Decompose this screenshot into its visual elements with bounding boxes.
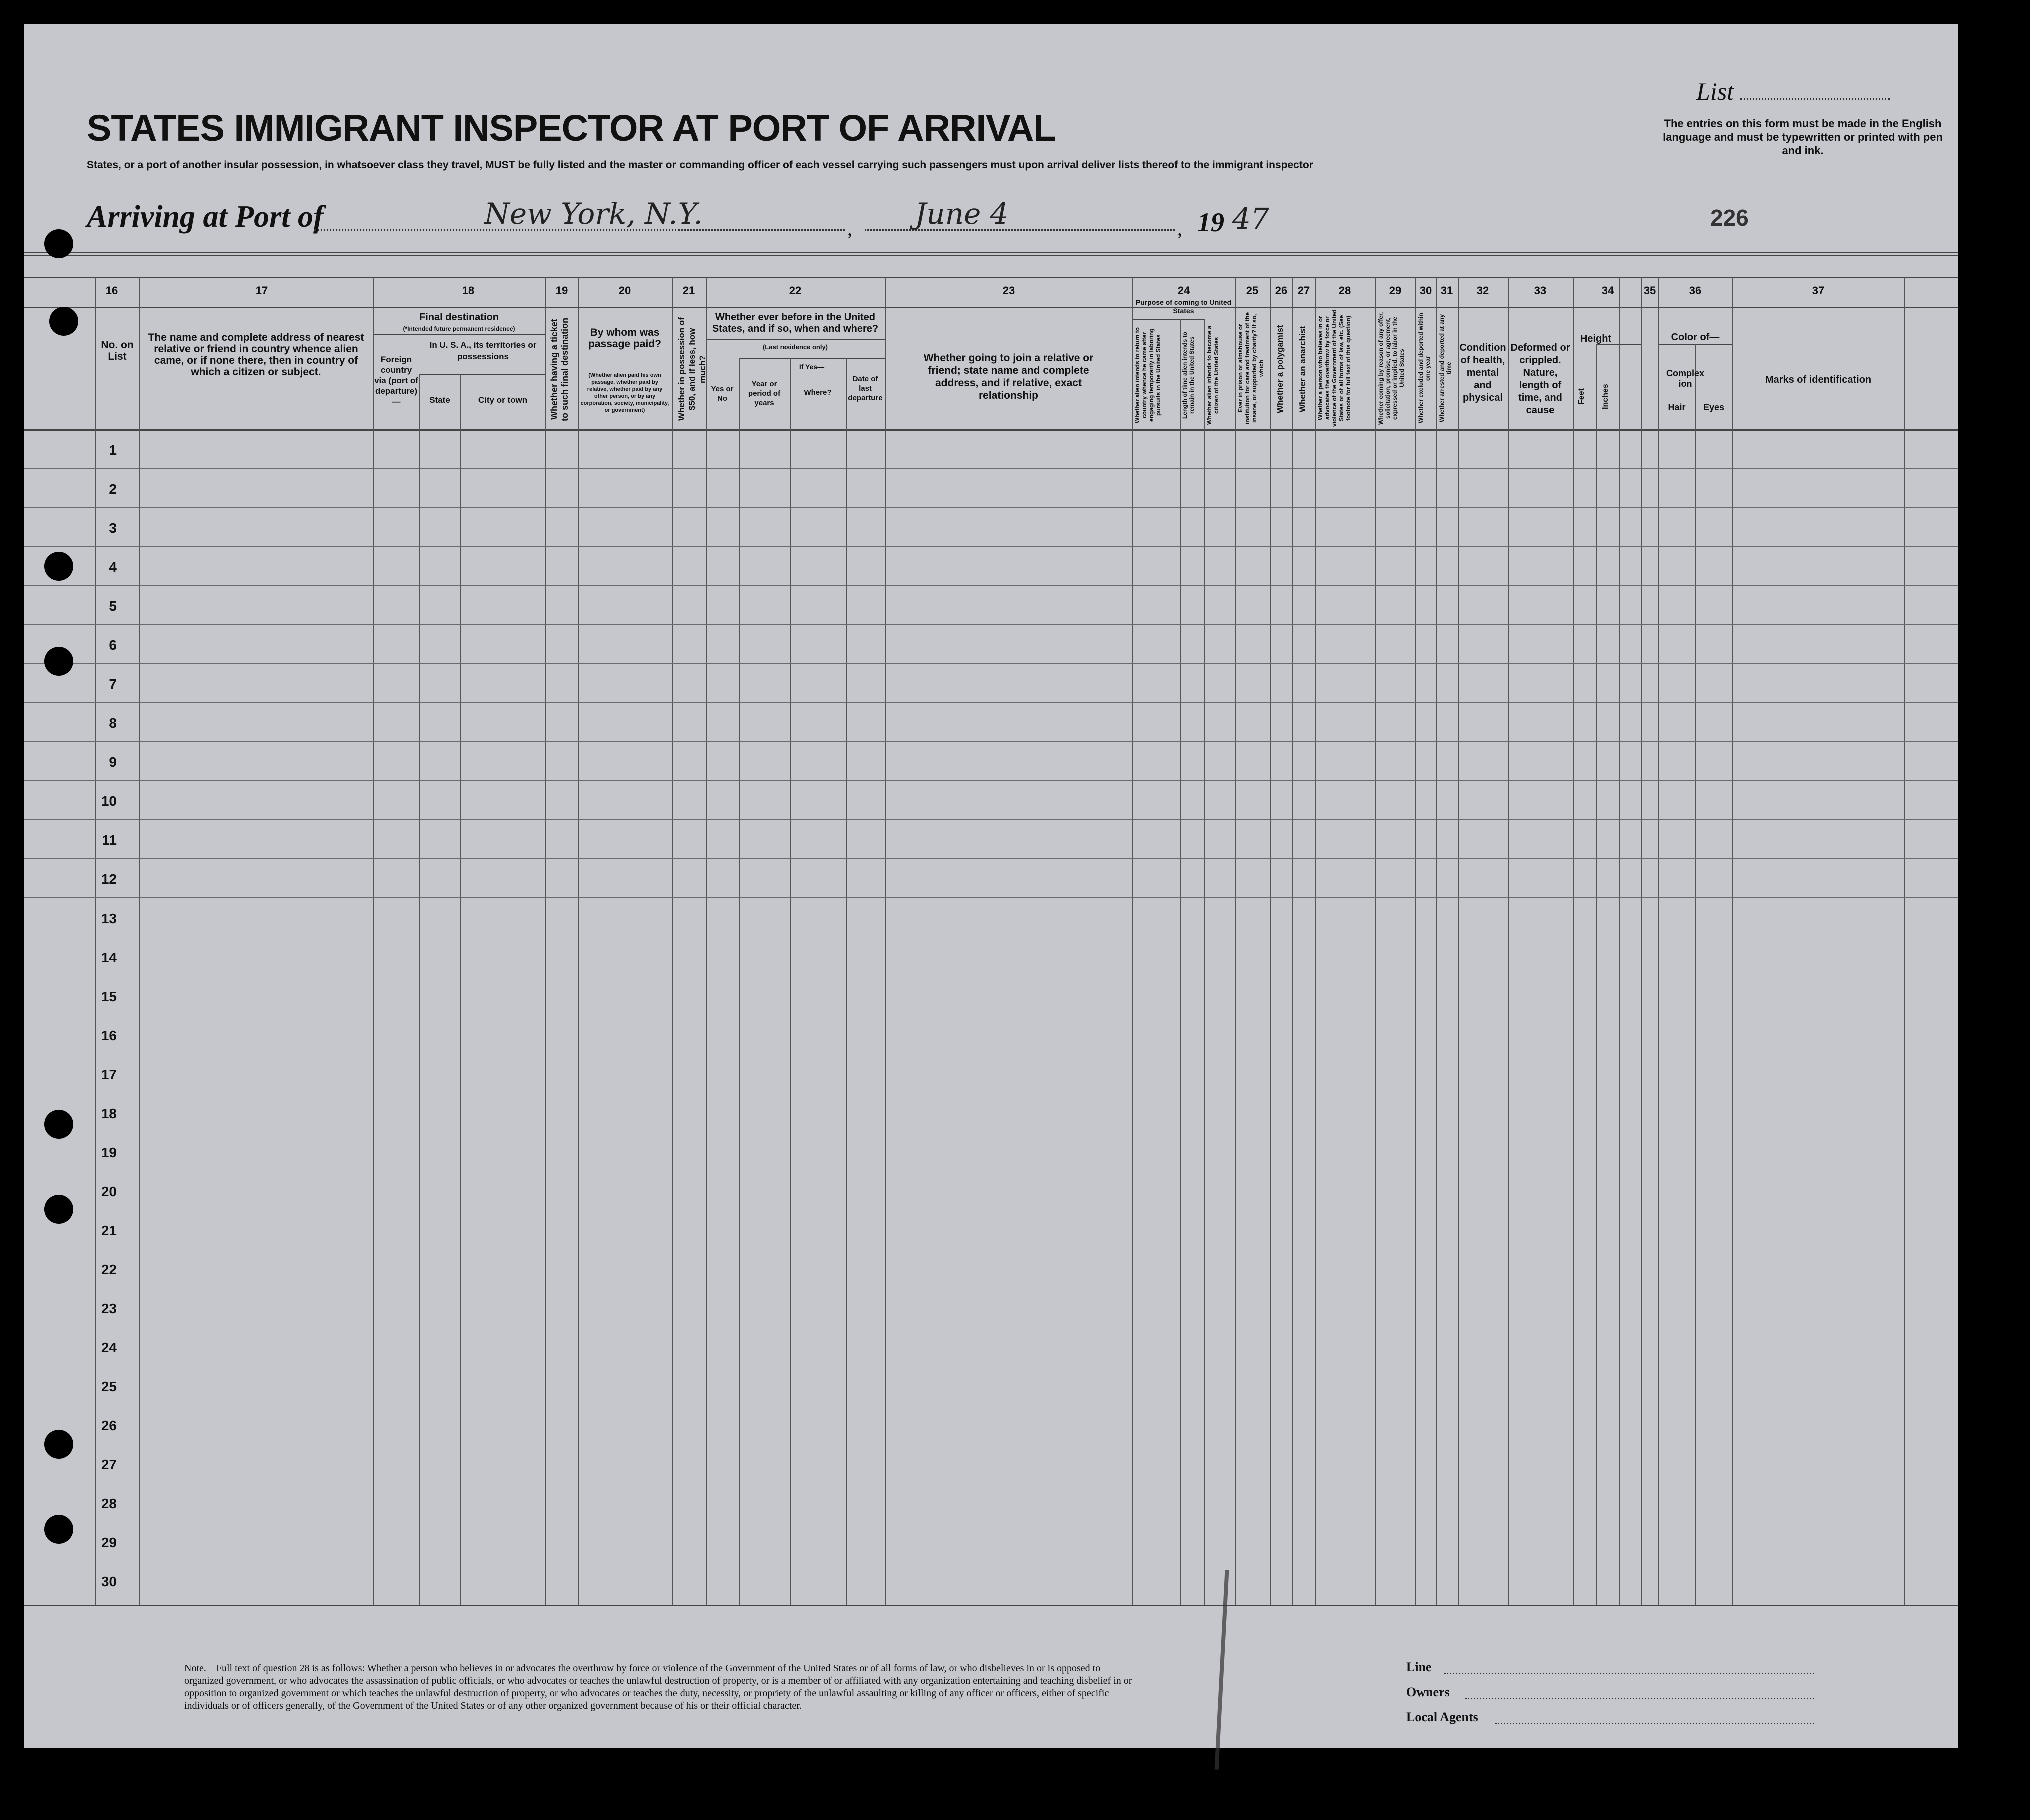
col-line [739, 358, 740, 1605]
date-handwritten: June 4 [915, 197, 1009, 231]
punch-hole [44, 1430, 73, 1459]
colnum-30: 30 [1419, 284, 1432, 297]
col-line [1658, 277, 1659, 1605]
col-line [1596, 344, 1597, 1605]
header-c33: Deformed or crippled. Nature, length of time, and cause [1510, 342, 1570, 416]
row-number: 9 [109, 754, 117, 770]
col-line [1695, 344, 1696, 1605]
local-agents-label: Local Agents [1406, 1710, 1478, 1724]
header-c35: Complexion [1666, 368, 1705, 389]
header-c18-note: (*Intended future permanent residence) [403, 325, 515, 332]
colnum-36: 36 [1689, 284, 1702, 297]
header-c24-a: Whether alien intends to return to country whence he came after engaging temporarily in laboring pursuits in the United States [1134, 327, 1162, 424]
colnum-22: 22 [789, 284, 802, 297]
row-number: 6 [109, 637, 117, 653]
row-number: 8 [109, 715, 117, 731]
row-number: 1 [109, 442, 117, 458]
row-number: 26 [101, 1418, 117, 1433]
col-line [1292, 277, 1293, 1605]
local-agents-field [1495, 1723, 1814, 1724]
header-c20-note: (Whether alien paid his own passage, whether paid by relative, whether paid by any other person, or by any corporation, society, municipality, or government) [580, 372, 669, 413]
col-line [1132, 277, 1133, 1605]
row-number: 22 [101, 1262, 117, 1277]
row-number: 20 [101, 1184, 117, 1199]
row-number: 24 [101, 1340, 117, 1355]
colnum-24: 24 [1177, 284, 1190, 297]
colnum-rule-bottom [24, 307, 1958, 308]
colnum-28: 28 [1338, 284, 1351, 297]
owners-label: Owners [1406, 1685, 1450, 1699]
row-number: 3 [109, 520, 117, 536]
row-number: 14 [101, 950, 117, 965]
punch-hole [44, 647, 73, 676]
header-c22-note: (Last residence only) [762, 343, 828, 351]
header-c29: Whether coming by reason of any offer, solicitation, promise, or agreement, expressed or implied, to labor in the United States [1377, 312, 1405, 425]
header-c26: Whether a polygamist [1275, 325, 1285, 414]
col-line [1436, 277, 1437, 1605]
row-number: 10 [101, 793, 117, 809]
c24-subrule [1132, 319, 1204, 320]
header-c30: Whether excluded and deported within one year [1417, 313, 1431, 424]
header-c18-usa: In U. S. A., its territories or possessions [429, 340, 537, 361]
row-number: 28 [101, 1496, 117, 1511]
colnum-16: 16 [105, 284, 118, 297]
col-line [1573, 277, 1574, 1605]
col-line [846, 358, 847, 1605]
header-no-on-list: No. on List [101, 339, 134, 362]
row-rule [24, 585, 1958, 586]
row-number: 21 [101, 1223, 117, 1238]
colnum-rule-top [24, 277, 1958, 278]
col-line [1732, 277, 1733, 1605]
colnum-17: 17 [255, 284, 268, 297]
footnote-question-28: Note.—Full text of question 28 is as follows: Whether a person who believes in or advocates the overthrow by force or violence of the Government of the United States or of all forms of law, or who disbelieves in or is opposed to organized government, or who advocates the assassination of public officials, or who advocates or teaches the unlawful destruction of property, or is a member of or affiliated with any organization entertaining and teaching disbelief in or opposition to organized government or which teaches the unlawful destruction of property, or who advocates or teaches the duty, necessity, or propriety of the unlawful assaulting or killing of any officer or officers, either of specific individuals or of officers generally, of the Government of the United States or of any other organized government because of his or their official character. [184, 1663, 1132, 1711]
colnum-27: 27 [1297, 284, 1310, 297]
col-line [1204, 319, 1205, 1605]
col-line [1235, 277, 1236, 1605]
row-number: 23 [101, 1301, 117, 1316]
header-c22-ifyes: If Yes— [799, 363, 825, 371]
col-line [1458, 277, 1459, 1605]
col-line [139, 277, 140, 1605]
row-number: 29 [101, 1535, 117, 1550]
col-line [706, 277, 707, 1605]
date-line [865, 229, 1175, 231]
header-c22-date: Date of last departure [848, 375, 883, 402]
header-c18-city: City or town [478, 395, 528, 405]
form-subtitle: States, or a port of another insular possession, in whatsoever class they travel, MUST be fully listed and the master or commanding officer of each vessel carrying such passengers must upon arrival deliver lists thereof to the immigrant inspector [87, 159, 1313, 171]
header-c31: Whether arrested and deported at any time [1438, 314, 1452, 423]
row-number: 25 [101, 1379, 117, 1394]
punch-hole [44, 1515, 73, 1544]
arriving-at-port-label: Arriving at Port of [87, 200, 324, 234]
col-line [545, 277, 546, 1605]
header-c18-foreign: Foreign country via (port of departure)— [374, 355, 418, 406]
punch-hole [44, 229, 73, 258]
line-field [1444, 1673, 1814, 1674]
col-line [1270, 277, 1271, 1605]
header-rule-bottom [24, 429, 1958, 431]
row-rule [24, 663, 1958, 664]
header-c36-title: Color of— [1671, 332, 1720, 343]
colnum-26: 26 [1275, 284, 1288, 297]
colnum-33: 33 [1534, 284, 1547, 297]
header-c17: The name and complete address of nearest relative or friend in country whence alien came, or if none there, then in country of which a citizen or subject. [148, 332, 364, 378]
header-c21: Whether in possession of $50, and if less, how much? [676, 317, 707, 421]
list-label: List [1696, 77, 1734, 105]
row-rule [24, 624, 1958, 625]
header-c23: Whether going to join a relative or friend; state name and complete address, and if relative, exact relationship [923, 352, 1094, 401]
colnum-25: 25 [1246, 284, 1259, 297]
row-number: 7 [109, 676, 117, 692]
c18-subrule-2 [419, 374, 545, 375]
header-c37: Marks of identification [1765, 374, 1872, 385]
header-c27: Whether an anarchist [1298, 326, 1307, 413]
header-c36-eyes: Eyes [1703, 402, 1725, 412]
row-number: 12 [101, 871, 117, 887]
header-c36-hair: Hair [1668, 402, 1686, 412]
header-c34-feet: Feet [1577, 388, 1586, 405]
col-line [885, 277, 886, 1605]
row-rule [24, 741, 1958, 742]
punch-hole [49, 307, 78, 336]
header-c18-state: State [429, 395, 450, 405]
c22-subrule [706, 339, 885, 340]
colnum-32: 32 [1476, 284, 1489, 297]
header-c28: Whether a person who believes in or advocates the overthrow by force or violence of the Government of the United States or of all forms of law, etc. (See footnote for full text of this question) [1317, 309, 1352, 427]
manifest-sheet [24, 24, 1958, 1748]
col-line [419, 374, 420, 1605]
header-c22-year: Year or period of years [748, 380, 781, 407]
col-line [1415, 277, 1416, 1605]
year-printed: 19 [1197, 207, 1224, 237]
header-c25: Ever in prison or almshouse or institution for care and treatment of the insane, or supported by charity? If so, which [1237, 312, 1265, 425]
col-line [1904, 277, 1905, 1605]
colnum-34: 34 [1601, 284, 1614, 297]
row-rule [24, 546, 1958, 547]
row-rule [24, 507, 1958, 508]
col-line [1180, 319, 1181, 1605]
list-number-line [1740, 98, 1890, 100]
header-c18-title: Final destination [419, 312, 499, 323]
row-rule [24, 468, 1958, 469]
row-number: 2 [109, 481, 117, 497]
row-number: 27 [101, 1457, 117, 1472]
col-line [672, 277, 673, 1605]
col-line [1315, 277, 1316, 1605]
punch-hole [44, 552, 73, 581]
form-title: STATES IMMIGRANT INSPECTOR AT PORT OF ARRIVAL [87, 107, 1056, 149]
col-line [1619, 277, 1620, 1605]
header-c20-title: By whom was passage paid? [588, 327, 661, 350]
line-label: Line [1406, 1660, 1432, 1674]
colnum-23: 23 [1002, 284, 1015, 297]
col-line [460, 374, 461, 1605]
row-number: 18 [101, 1106, 117, 1121]
row-number: 5 [109, 598, 117, 614]
header-c22-title: Whether ever before in the United States, and if so, when and where? [712, 312, 879, 334]
punch-hole [44, 1195, 73, 1224]
col-line [1508, 277, 1509, 1605]
header-c22-yesno: Yes or No [711, 385, 734, 403]
row-number: 13 [101, 911, 117, 926]
col-line [95, 277, 96, 1605]
row-number: 15 [101, 989, 117, 1004]
header-c24-c: Whether alien intends to become a citizen of the United States [1206, 325, 1220, 425]
row-rule [24, 780, 1958, 781]
row-rule [24, 858, 1958, 859]
top-rule-2 [24, 255, 1958, 256]
header-c24-b: Length of time alien intends to remain in the United States [1181, 332, 1195, 419]
col-line [790, 358, 791, 1605]
colnum-37: 37 [1812, 284, 1825, 297]
colnum-19: 19 [555, 284, 568, 297]
row-number: 17 [101, 1067, 117, 1082]
colnum-31: 31 [1440, 284, 1453, 297]
comma-1: , [847, 217, 852, 240]
sheet-number: 226 [1710, 205, 1749, 231]
header-c24-title: Purpose of coming to United States [1135, 298, 1232, 315]
row-number: 30 [101, 1574, 117, 1589]
header-c32: Condition of health, mental and physical [1459, 342, 1506, 403]
header-c22-where: Where? [804, 388, 832, 397]
header-c19: Whether having a ticket to such final destination [549, 317, 570, 421]
row-rule [24, 897, 1958, 898]
row-rule [24, 819, 1958, 820]
punch-hole [44, 1110, 73, 1139]
year-handwritten: 47 [1232, 202, 1269, 236]
colnum-20: 20 [618, 284, 631, 297]
comma-2: , [1177, 217, 1182, 240]
top-rule-1 [24, 252, 1958, 253]
owners-field [1465, 1698, 1814, 1699]
header-c34-inches: Inches [1601, 384, 1610, 410]
header-c34-title: Height [1580, 333, 1612, 344]
row-number: 16 [101, 1028, 117, 1043]
row-number: 11 [102, 832, 117, 848]
row-number: 4 [109, 559, 117, 575]
row-rule [24, 702, 1958, 703]
col-line [578, 277, 579, 1605]
form-instructions: The entries on this form must be made in the English language and must be typewritten or printed with pen and ink. [1663, 117, 1943, 157]
col-line [1641, 277, 1642, 1605]
colnum-21: 21 [682, 284, 695, 297]
row-number: 19 [101, 1145, 117, 1160]
colnum-35: 35 [1643, 284, 1656, 297]
col-line [373, 277, 374, 1605]
port-handwritten: New York, N.Y. [484, 197, 703, 231]
col-line [1375, 277, 1376, 1605]
table-rule-bottom [24, 1605, 1958, 1606]
c22-subrule-2 [739, 358, 885, 359]
colnum-29: 29 [1389, 284, 1402, 297]
colnum-18: 18 [462, 284, 475, 297]
